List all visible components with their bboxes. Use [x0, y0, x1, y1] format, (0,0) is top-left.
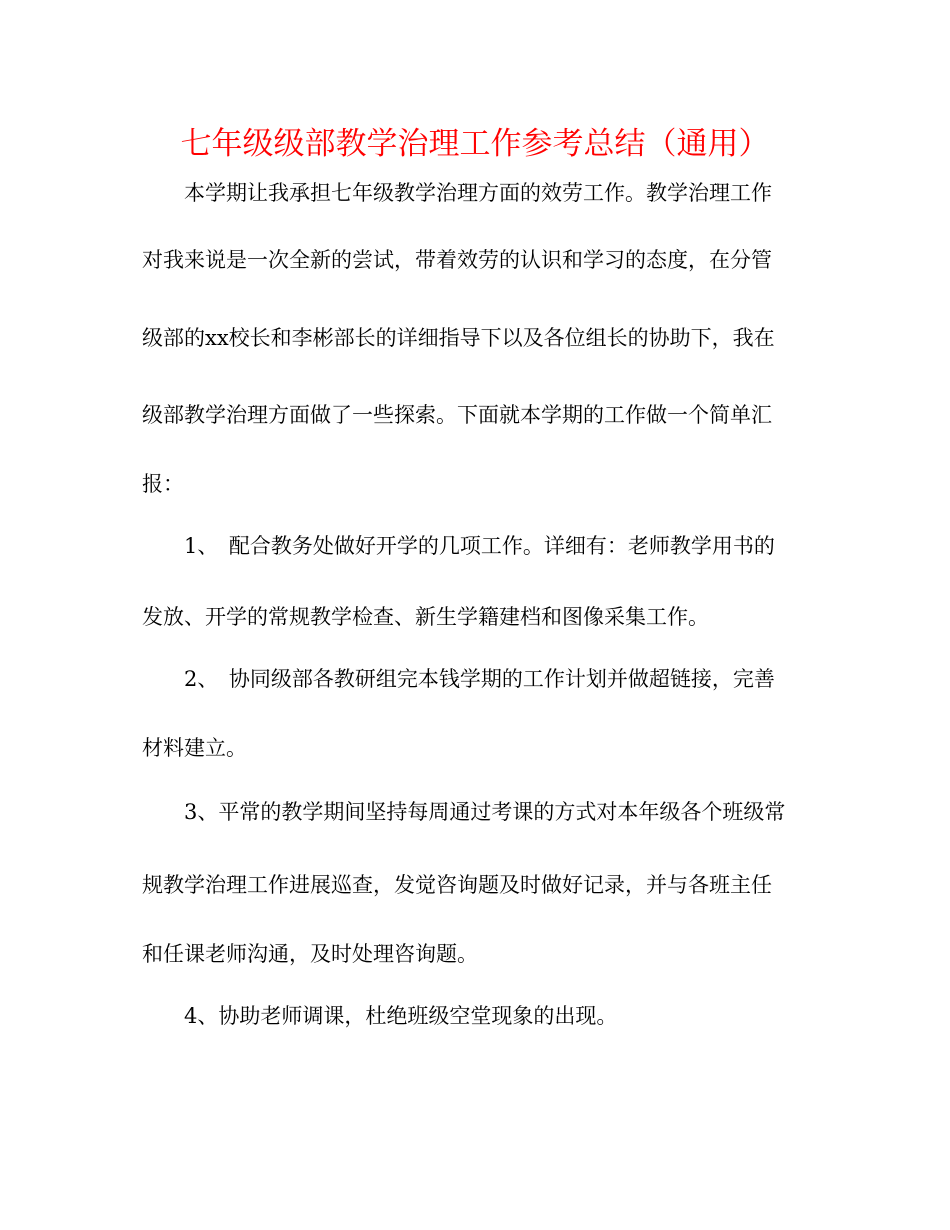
document-title: 七年级级部教学治理工作参考总结（通用）	[180, 126, 770, 162]
body-line-12: 和任课老师沟通，及时处理咨询题。	[142, 942, 478, 966]
body-line-13: 4、协助老师调课，杜绝班级空堂现象的出现。	[184, 1004, 618, 1028]
body-line-4: 级部教学治理方面做了一些探索。下面就本学期的工作做一个简单汇	[142, 403, 772, 427]
body-line-2: 对我来说是一次全新的尝试，带着效劳的认识和学习的态度，在分管	[142, 248, 772, 272]
body-line-9: 材料建立。	[142, 736, 247, 760]
body-line-1: 本学期让我承担七年级教学治理方面的效劳工作。教学治理工作	[184, 181, 772, 205]
body-line-3: 级部的xx校长和李彬部长的详细指导下以及各位组长的协助下，我在	[142, 326, 775, 350]
body-line-7: 发放、开学的常规教学检查、新生学籍建档和图像采集工作。	[142, 605, 709, 629]
body-line-5: 报：	[142, 472, 184, 496]
body-line-11: 规教学治理工作进展巡查，发觉咨询题及时做好记录，并与各班主任	[142, 873, 772, 897]
body-line-8: 2、 协同级部各教研组完本钱学期的工作计划并做超链接，完善	[184, 667, 775, 691]
body-line-10: 3、平常的教学期间坚持每周通过考课的方式对本年级各个班级常	[184, 800, 786, 824]
body-line-6: 1、 配合教务处做好开学的几项工作。详细有：老师教学用书的	[184, 534, 775, 558]
